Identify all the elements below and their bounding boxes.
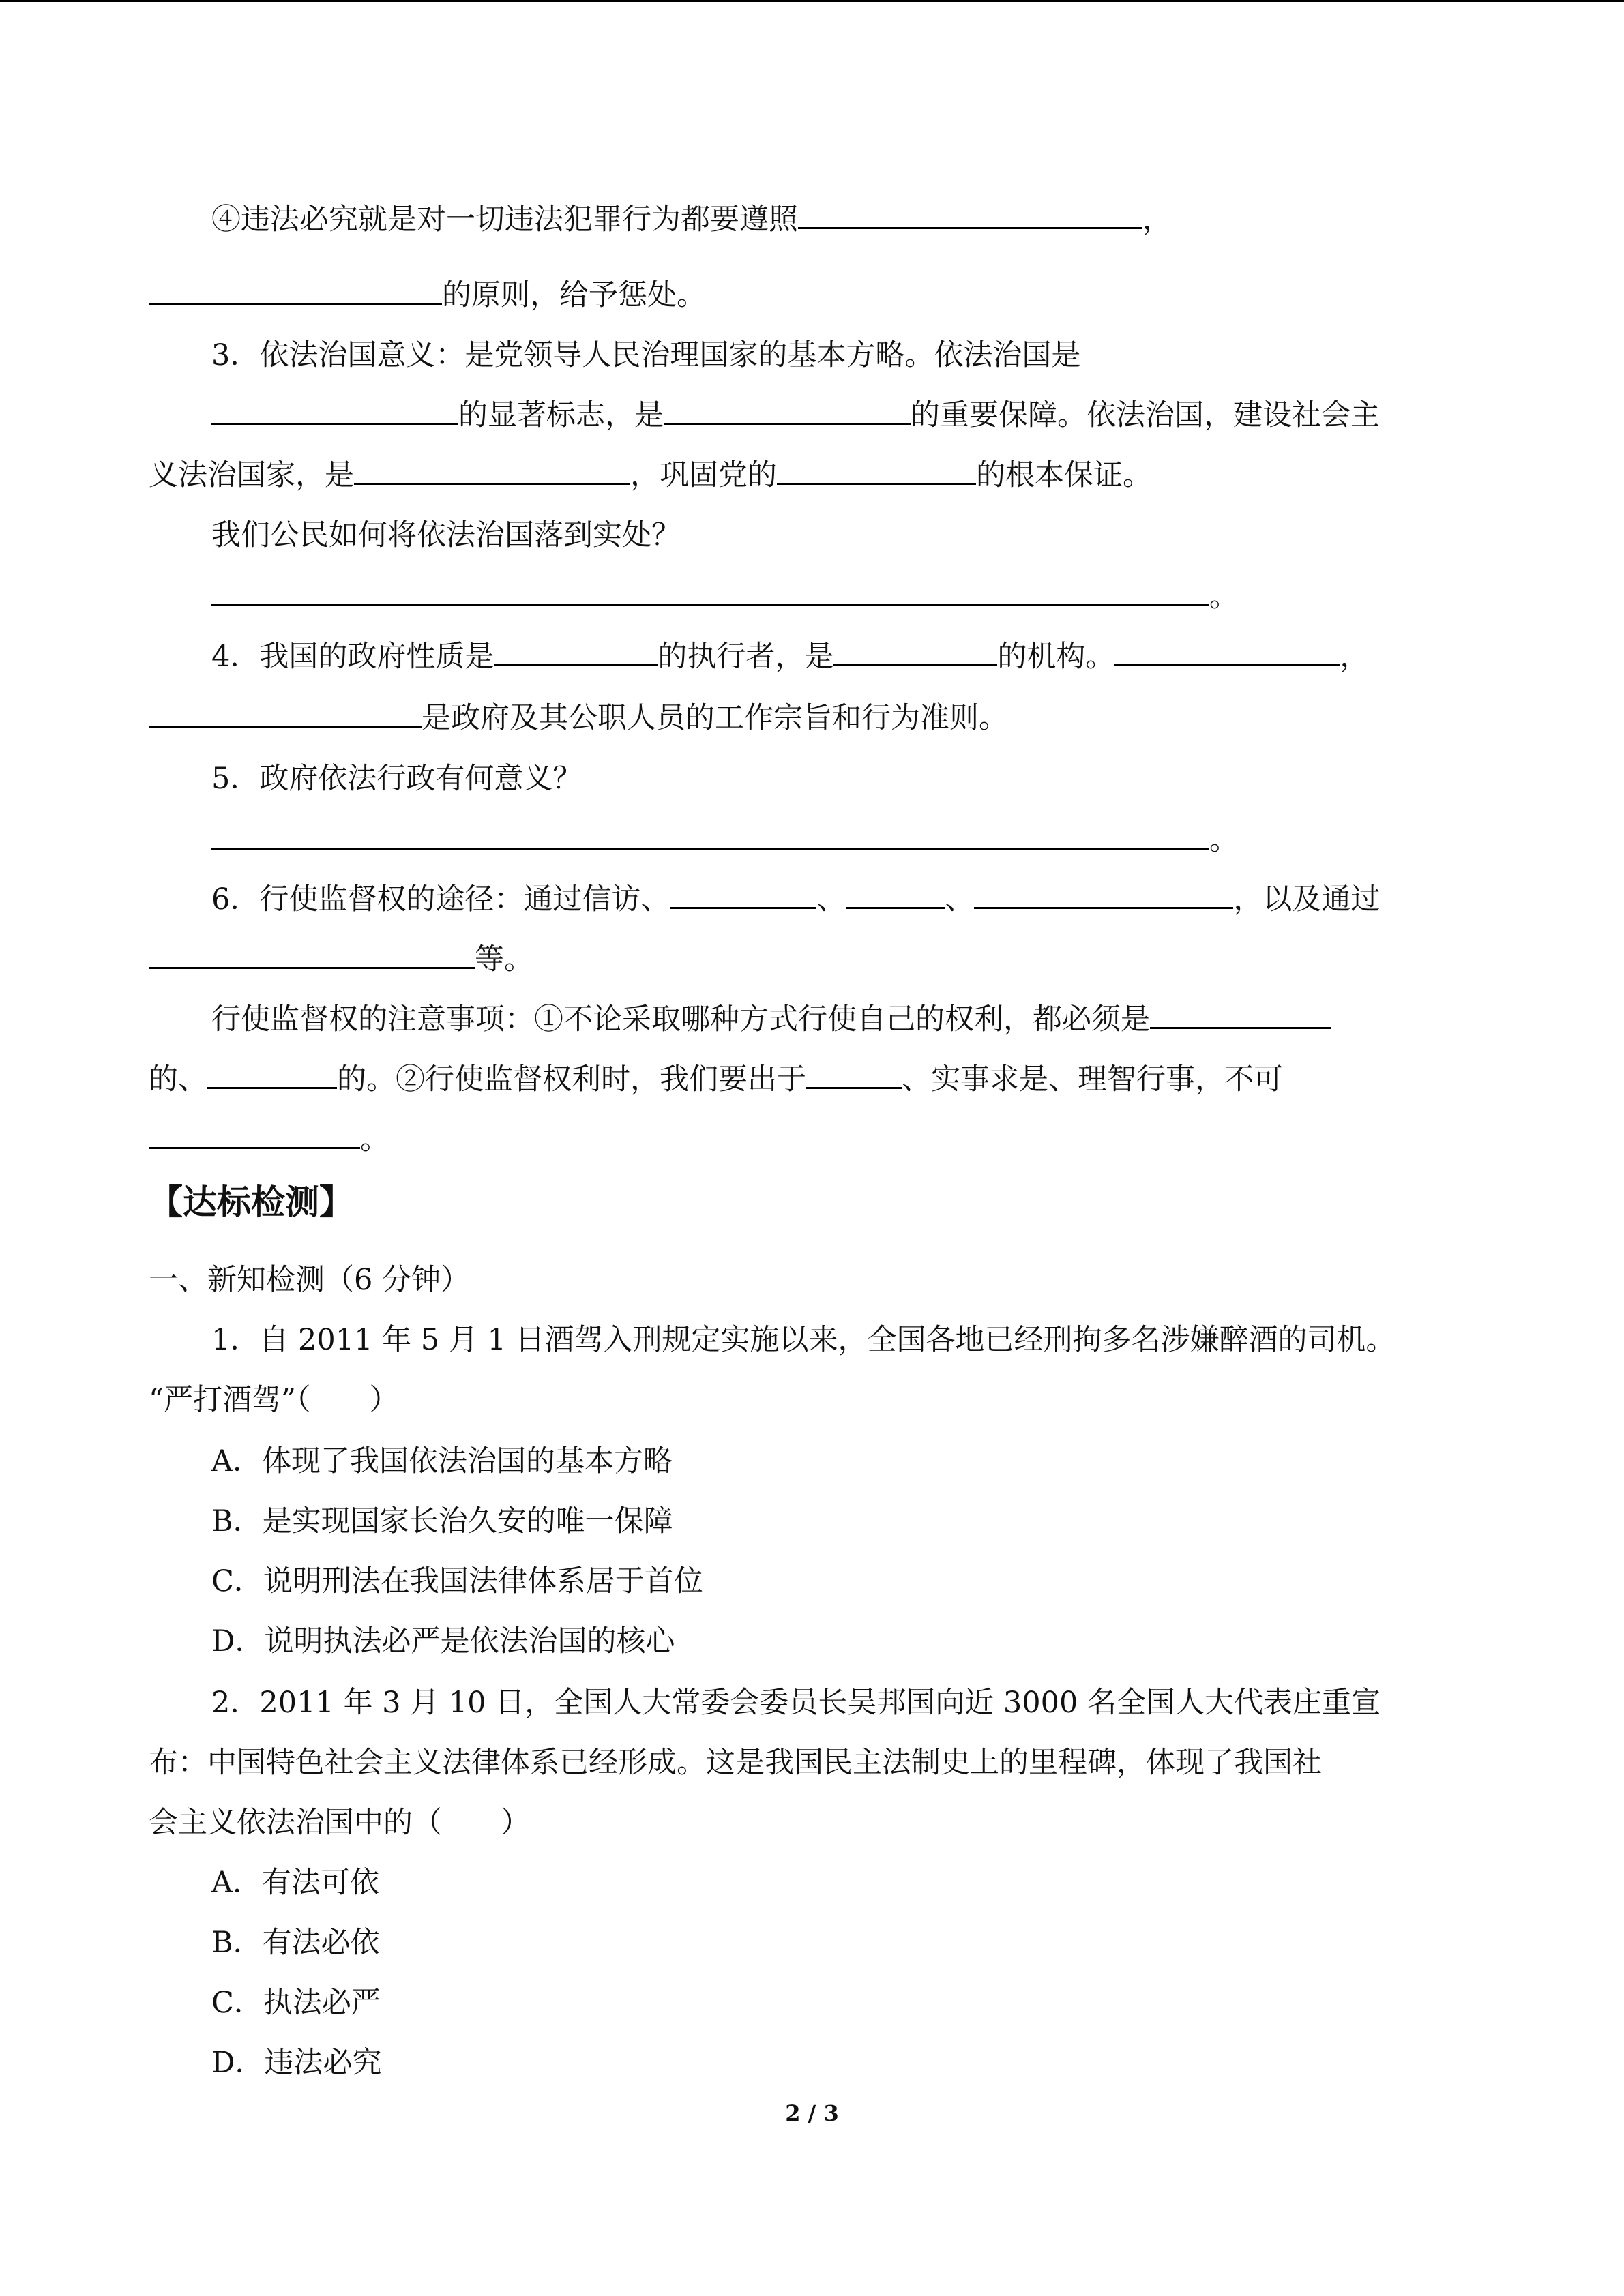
text-line [149,1049,1479,1110]
answer-blank[interactable] [664,391,911,425]
answer-option[interactable]: D．违法必究 [211,2046,382,2080]
line-text: 6．行使监督权的途径：通过信访、 [211,882,670,916]
text-line [211,809,1541,871]
line-text: 5．政府依法行政有何意义？ [211,762,582,796]
answer-option[interactable]: B．有法必依 [211,1926,380,1960]
answer-blank[interactable] [211,816,1209,850]
text-line [211,325,1541,386]
answer-blank[interactable] [1150,996,1331,1029]
answer-blank[interactable] [149,271,442,305]
answer-option[interactable]: A．有法可依 [211,1866,380,1900]
text-line [211,566,1541,627]
section-heading: 【达标检测】 [149,1182,353,1222]
line-text: ， [1340,640,1370,674]
answer-blank[interactable] [354,451,630,485]
answer-blank[interactable] [207,1056,337,1089]
line-text: 的根本保证。 [976,458,1152,492]
text-line [211,989,1541,1050]
answer-blank[interactable] [974,876,1233,909]
line-text: ，以及通过 [1233,882,1381,916]
line-text: 义法治国家，是 [149,458,354,492]
answer-option[interactable]: A．体现了我国依法治国的基本方略 [211,1444,673,1478]
answer-blank[interactable] [211,573,1209,606]
line-text: 、 [945,882,975,916]
subsection-title: 一、新知检测（6 分钟） [149,1263,471,1297]
answer-blank[interactable] [777,451,976,485]
text-line [149,929,1479,990]
line-text: ， [1142,203,1172,237]
line-text: 。 [1209,823,1239,857]
answer-option[interactable]: D．说明执法必严是依法治国的核心 [211,1624,675,1658]
top-border-rule [0,0,1624,2]
line-text: ，巩固党的 [630,458,777,492]
answer-blank[interactable] [833,633,997,666]
line-text: 等。 [475,942,533,976]
answer-blank[interactable] [670,876,816,909]
question-stem: 布：中国特色社会主义法律体系已经形成。这是我国民主法制史上的里程碑，体现了我国社 [149,1746,1322,1780]
question-stem: 会主义依法治国中的（ ） [149,1806,530,1840]
line-text: 我们公民如何将依法治国落到实处？ [211,518,681,552]
line-text: 行使监督权的注意事项：①不论采取哪种方式行使自己的权利，都必须是 [211,1002,1150,1037]
answer-blank[interactable] [1114,633,1340,666]
line-text: 的执行者，是 [658,640,834,674]
line-text: 的显著标志，是 [458,398,664,432]
text-line [211,626,1541,687]
answer-blank[interactable] [149,694,422,728]
text-line [149,1109,1479,1170]
text-line [149,445,1479,506]
question-stem: “严打酒驾”（ ） [149,1383,399,1417]
answer-option[interactable]: C．执法必严 [211,1986,381,2020]
line-text: 的重要保障。依法治国，建设社会主 [911,398,1380,432]
answer-blank[interactable] [798,196,1142,229]
text-line [211,869,1541,930]
answer-option[interactable]: C．说明刑法在我国法律体系居于首位 [211,1564,703,1598]
line-text: 的。②行使监督权利时，我们要出于 [337,1062,806,1097]
line-text: 的机构。 [997,640,1115,674]
text-line [211,189,1541,250]
text-line [149,265,1479,326]
question-stem: 1．自 2011 年 5 月 1 日酒驾入刑规定实施以来，全国各地已经刑拘多名涉嫌醉酒的司机。 [211,1323,1396,1357]
question-stem: 2．2011 年 3 月 10 日，全国人大常委会委员长吴邦国向近 3000 名全国人大代表庄重宣 [211,1686,1381,1720]
line-text: 的原则，给予惩处。 [442,278,706,312]
line-text: 的、 [149,1062,207,1097]
line-text: 。 [1209,580,1239,614]
line-text: 、 [816,882,846,916]
answer-blank[interactable] [211,391,458,425]
text-line [211,385,1541,446]
answer-blank[interactable] [149,1116,360,1149]
answer-blank[interactable] [494,633,658,666]
page-number: 2 / 3 [785,2100,839,2126]
text-line [211,505,1541,566]
line-text: 是政府及其公职人员的工作宗旨和行为准则。 [422,701,1008,735]
line-text: ④违法必究就是对一切违法犯罪行为都要遵照 [211,203,798,237]
line-text: 、实事求是、理智行事，不可 [902,1062,1283,1097]
answer-blank[interactable] [149,936,475,969]
answer-blank[interactable] [846,876,945,909]
line-text: 4．我国的政府性质是 [211,640,494,674]
text-line [211,748,1541,809]
answer-blank[interactable] [806,1056,902,1089]
line-text: 3．依法治国意义：是党领导人民治理国家的基本方略。依法治国是 [211,338,1081,372]
line-text: 。 [360,1122,389,1157]
text-line [149,687,1479,749]
answer-option[interactable]: B．是实现国家长治久安的唯一保障 [211,1504,673,1538]
